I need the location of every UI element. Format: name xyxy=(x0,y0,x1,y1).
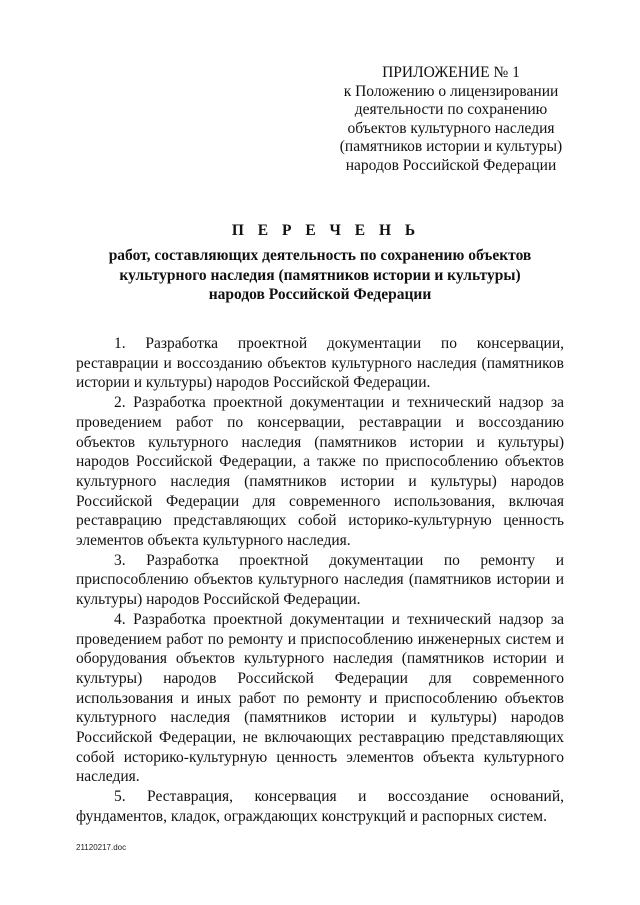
list-item-4: 4. Разработка проектной документации и технический надзор за проведением работ по ремонту и приспособлению инженерных систем и оборудования объектов культурного наследия (памятников истории и культуры) народов Российской Федерации для современного использования и иных работ по ремонту и приспособлению объектов культурного наследия (памятников истории и культуры) народов Российской Федерации, не включающих реставрацию представляющих собой историко-культурную ценность элементов объекта культурного наследия. xyxy=(76,610,564,786)
appendix-line: к Положению о лицензировании xyxy=(343,82,559,100)
appendix-line: объектов культурного наследия xyxy=(347,119,555,137)
file-name-footer: 21120217.doc xyxy=(76,843,127,852)
list-item-2: 2. Разработка проектной документации и технический надзор за проведением работ по консервации, реставрации и воссозданию объектов культурного наследия (памятников истории и культуры) народов Российской Федерации, а также по приспособлению объектов культурного наследия (памятников истории и культуры) народов Российской Федерации для современного использования, включая реставрацию представляющих собой историко-культурную ценность элементов объекта культурного наследия. xyxy=(76,394,564,550)
list-body xyxy=(76,334,564,827)
appendix-line: ПРИЛОЖЕНИЕ № 1 xyxy=(382,64,520,81)
document-subtitle xyxy=(80,246,560,305)
list-item-5: 5. Реставрация, консервация и воссоздание оснований, фундаментов, кладок, ограждающих конструкций и распорных систем. xyxy=(76,788,564,825)
subtitle-line: культурного наследия (памятников истории и культуры) xyxy=(119,266,521,284)
appendix-line: народов Российской Федерации xyxy=(345,156,557,174)
appendix-line: (памятников истории и культуры) xyxy=(339,138,563,156)
appendix-line: деятельности по сохранению xyxy=(354,101,548,119)
list-item-1: 1. Разработка проектной документации по консервации, реставрации и воссозданию объектов культурного наследия (памятников истории и культуры) народов Российской Федерации. xyxy=(76,335,564,392)
subtitle-line: работ, составляющих деятельность по сохранению объектов xyxy=(108,247,532,264)
document-title: П Е Р Е Ч Е Н Ь xyxy=(231,222,421,239)
appendix-header xyxy=(326,64,576,176)
subtitle-line: народов Российской Федерации xyxy=(208,286,432,303)
list-item-3: 3. Разработка проектной документации по ремонту и приспособлению объектов культурного наследия (памятников истории и культуры) народов Российской Федерации. xyxy=(76,551,564,609)
